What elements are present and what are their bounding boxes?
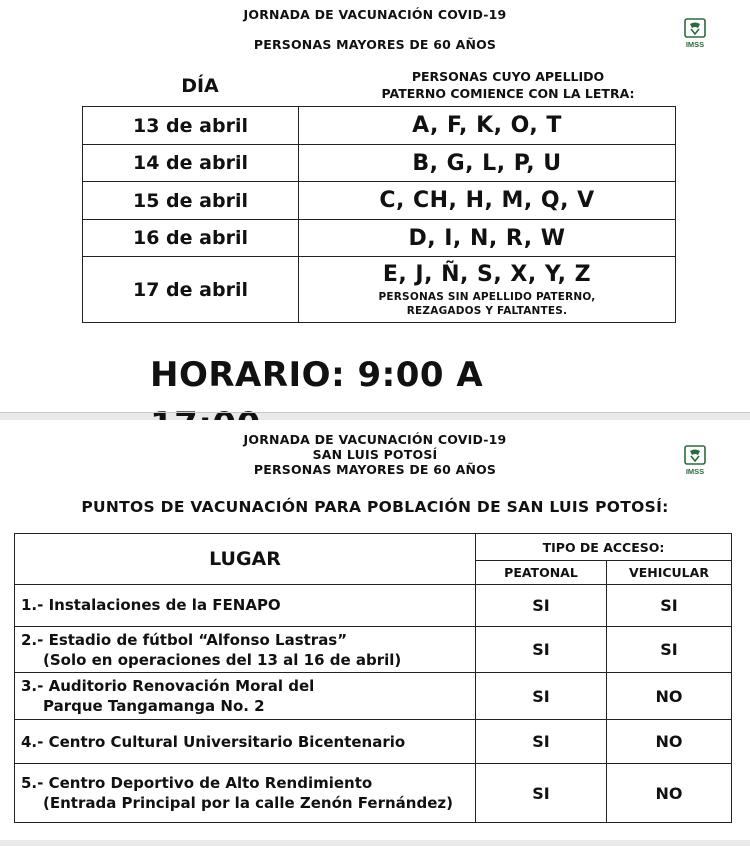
col-letters-header bbox=[300, 68, 716, 102]
place-line-1: 4.- Centro Cultural Universitario Bicentenario bbox=[21, 732, 406, 751]
place-line-2: (Entrada Principal por la calle Zenón Fernández) bbox=[43, 794, 453, 813]
letters-cell bbox=[299, 257, 676, 323]
table-row bbox=[83, 182, 676, 220]
letters-value: E, J, Ñ, S, X, Y, Z bbox=[382, 261, 592, 287]
table-row bbox=[83, 145, 676, 182]
table-row bbox=[83, 257, 676, 323]
letters-cell: D, I, N, R, W bbox=[299, 220, 676, 257]
table-row bbox=[15, 719, 732, 763]
header-line-3: PERSONAS MAYORES DE 60 AÑOS bbox=[253, 462, 497, 477]
vehicular-cell: SI bbox=[607, 626, 732, 672]
locations-table bbox=[14, 533, 732, 823]
imss-logo bbox=[682, 445, 708, 477]
table-header-row bbox=[15, 534, 732, 561]
col-day-header: DÍA bbox=[181, 75, 219, 97]
day-cell: 17 de abril bbox=[83, 257, 299, 323]
col-tipo-header: TIPO DE ACCESO: bbox=[476, 534, 732, 561]
header-line-1: JORNADA DE VACUNACIÓN COVID-19 bbox=[243, 432, 507, 447]
table-row bbox=[83, 107, 676, 145]
place-cell bbox=[15, 584, 476, 626]
place-line-1: 5.- Centro Deportivo de Alto Rendimiento bbox=[21, 774, 373, 793]
panel-divider bbox=[0, 412, 750, 413]
place-cell bbox=[15, 626, 476, 672]
peatonal-cell: SI bbox=[476, 673, 607, 719]
header-line-1: JORNADA DE VACUNACIÓN COVID-19 bbox=[243, 7, 507, 22]
col-peatonal-header: PEATONAL bbox=[476, 561, 607, 584]
letters-cell: A, F, K, O, T bbox=[299, 107, 676, 145]
place-line-1: 2.- Estadio de fútbol “Alfonso Lastras” bbox=[21, 630, 348, 649]
table-row bbox=[83, 220, 676, 257]
vehicular-cell: SI bbox=[607, 584, 732, 626]
locations-title: PUNTOS DE VACUNACIÓN PARA POBLACIÓN DE SAN LUIS POTOSÍ: bbox=[81, 498, 669, 516]
table-row bbox=[15, 764, 732, 823]
imss-eagle-icon bbox=[682, 18, 708, 50]
day-cell: 16 de abril bbox=[83, 220, 299, 257]
letters-cell: C, CH, H, M, Q, V bbox=[299, 182, 676, 220]
note-line-2: REZAGADOS Y FALTANTES. bbox=[406, 304, 568, 317]
schedule-table bbox=[82, 106, 676, 323]
col-lugar-header: LUGAR bbox=[15, 534, 476, 585]
place-cell bbox=[15, 673, 476, 719]
vehicular-cell: NO bbox=[607, 764, 732, 823]
day-cell: 15 de abril bbox=[83, 182, 299, 220]
imss-logo-text: IMSS bbox=[685, 40, 705, 49]
header-line-2: PERSONAS MAYORES DE 60 AÑOS bbox=[253, 37, 497, 52]
peatonal-cell: SI bbox=[476, 626, 607, 672]
col-vehicular-header: VEHICULAR bbox=[607, 561, 732, 584]
place-line-2: Parque Tangamanga No. 2 bbox=[43, 697, 265, 716]
horario-line-1: HORARIO: 9:00 A bbox=[150, 355, 484, 395]
imss-logo bbox=[682, 18, 708, 50]
table-row bbox=[15, 584, 732, 626]
col-letters-header-line-2: PATERNO COMIENCE CON LA LETRA: bbox=[381, 86, 635, 101]
vehicular-cell: NO bbox=[607, 673, 732, 719]
peatonal-cell: SI bbox=[476, 764, 607, 823]
imss-eagle-icon bbox=[682, 445, 708, 477]
place-cell bbox=[15, 764, 476, 823]
place-line-1: 1.- Instalaciones de la FENAPO bbox=[21, 596, 281, 615]
schedule-panel bbox=[0, 0, 750, 412]
place-line-2: (Solo en operaciones del 13 al 16 de abril) bbox=[43, 650, 402, 669]
day-cell: 14 de abril bbox=[83, 145, 299, 182]
next-panel-edge bbox=[0, 846, 750, 855]
day-cell: 13 de abril bbox=[83, 107, 299, 145]
imss-logo-text: IMSS bbox=[685, 467, 705, 476]
letters-cell: B, G, L, P, U bbox=[299, 145, 676, 182]
place-cell bbox=[15, 719, 476, 763]
col-letters-header-line-1: PERSONAS CUYO APELLIDO bbox=[411, 69, 605, 84]
header-line-2: SAN LUIS POTOSÍ bbox=[312, 447, 438, 462]
peatonal-cell: SI bbox=[476, 719, 607, 763]
table-row bbox=[15, 626, 732, 672]
peatonal-cell: SI bbox=[476, 584, 607, 626]
note-line-1: PERSONAS SIN APELLIDO PATERNO, bbox=[378, 290, 596, 303]
vehicular-cell: NO bbox=[607, 719, 732, 763]
place-line-1: 3.- Auditorio Renovación Moral del bbox=[21, 677, 315, 696]
table-row bbox=[15, 673, 732, 719]
